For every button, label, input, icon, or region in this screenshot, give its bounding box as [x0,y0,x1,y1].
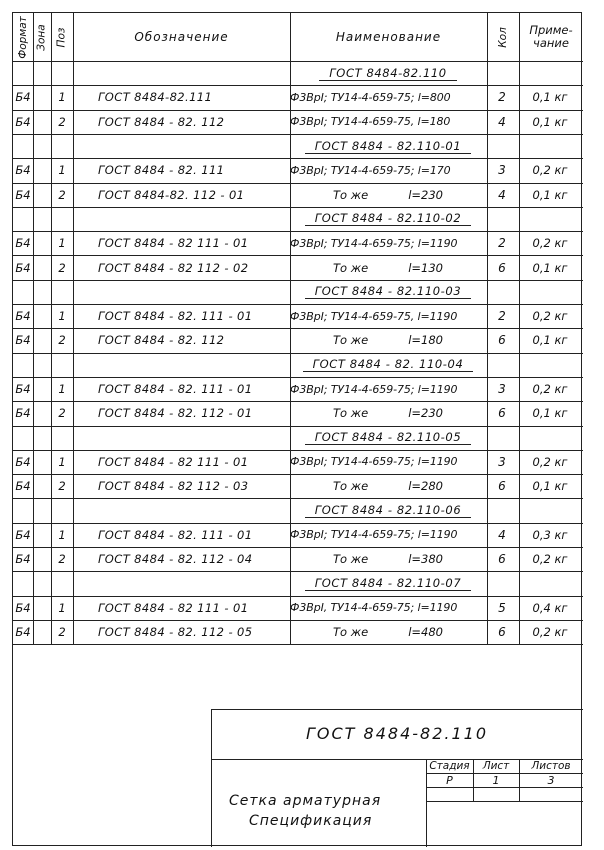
designation-cell: ГОСТ 8484 - 82. 112 - 04 [98,552,253,567]
format-cell: Б4 [15,454,31,469]
format-cell: Б4 [15,260,31,275]
same-label: То же [333,552,369,567]
designation-cell: ГОСТ 8484 - 82. 111 [98,163,225,178]
note-cell: 0,2 кг [532,454,568,469]
position-cell: 1 [58,90,66,105]
quantity-cell: 6 [498,552,506,567]
position-cell: 2 [58,114,66,129]
format-cell: Б4 [15,90,31,105]
header-designation: Обозначение [134,29,229,44]
format-cell: Б4 [15,382,31,396]
variant-title-text: ГОСТ 8484 - 82.110-03 [305,284,472,299]
specification-sheet [12,12,582,846]
position-cell: 1 [58,309,66,324]
name-cell: Ф3ВрI; ТУ14-4-659-75; l=1190 [290,455,458,469]
variant-title-text: ГОСТ 8484 - 82.110-07 [305,576,472,591]
same-label: То же [333,479,369,494]
name-cell [290,548,486,571]
name-cell [290,329,486,352]
quantity-cell: 5 [498,600,506,615]
variant-title [290,207,486,230]
variant-title [290,280,486,303]
sheet-value: 1 [492,774,500,787]
quantity-cell: 6 [498,479,506,494]
same-label: То же [333,406,369,421]
variant-title [290,499,486,522]
header-format: Формат [16,15,29,59]
format-cell: Б4 [15,552,31,567]
position-cell: 2 [58,187,66,202]
format-cell: Б4 [15,163,31,178]
designation-cell: ГОСТ 8484 - 82. 111 - 01 [98,382,253,396]
sheet-label: Лист [482,760,510,772]
header-note: Приме- чание [529,23,573,50]
note-cell: 0,2 кг [532,236,568,251]
name-cell: Ф3ВрI; ТУ14-4-659-75; l=1190 [290,382,458,396]
designation-cell: ГОСТ 8484 - 82 111 - 01 [98,454,249,469]
format-cell: Б4 [15,309,31,324]
designation-cell: ГОСТ 8484 - 82. 112 [98,114,225,129]
designation-cell: ГОСТ 8484-82. 112 - 01 [98,187,245,202]
header-name: Наименование [335,29,442,44]
designation-cell: ГОСТ 8484 - 82 112 - 02 [98,260,249,275]
format-cell: Б4 [15,479,31,494]
sheets-label: Листов [531,760,571,772]
length-value: l=280 [408,479,443,494]
sheets-value: 3 [547,774,555,787]
note-cell: 0,1 кг [532,260,568,275]
position-cell: 1 [58,236,66,251]
format-cell: Б4 [15,527,31,542]
designation-cell: ГОСТ 8484 - 82 111 - 01 [98,600,249,615]
designation-cell: ГОСТ 8484 - 82 112 - 03 [98,479,249,494]
name-cell [290,475,486,498]
position-cell: 2 [58,479,66,494]
name-cell: Ф3ВрI; ТУ14-4-659-75; l=170 [290,163,451,177]
quantity-cell: 6 [498,406,506,421]
variant-title-text: ГОСТ 8484 - 82.110-01 [305,139,472,154]
note-cell: 0,4 кг [532,600,568,615]
designation-cell: ГОСТ 8484 - 82. 112 - 01 [98,406,253,421]
variant-title-text: ГОСТ 8484-82.110 [319,66,456,81]
note-cell: 0,1 кг [532,479,568,494]
same-label: То же [333,333,369,348]
same-label: То же [333,260,369,275]
designation-cell: ГОСТ 8484-82.111 [98,90,213,105]
quantity-cell: 2 [498,90,506,105]
header-qty: Кол [496,26,509,48]
variant-title-text: ГОСТ 8484 - 82.110-06 [305,503,472,518]
quantity-cell: 6 [498,333,506,348]
quantity-cell: 4 [498,187,506,202]
designation-cell: ГОСТ 8484 - 82 111 - 01 [98,236,249,251]
variant-title [290,353,486,376]
format-cell: Б4 [15,600,31,615]
note-cell: 0,1 кг [532,114,568,129]
name-cell: Ф3ВрI; ТУ14-4-659-75, l=1190 [290,309,458,323]
length-value: l=480 [408,625,443,639]
name-cell [290,621,486,644]
name-cell: Ф3ВрI; ТУ14-4-659-75; l=1190 [290,528,458,542]
stage-value: Р [446,774,453,787]
quantity-cell: 3 [498,454,506,469]
note-cell: 0,2 кг [532,625,568,639]
document-name-line2: Спецификация [249,813,373,829]
name-cell: Ф3ВрI; ТУ14-4-659-75, l=180 [290,115,451,129]
quantity-cell: 6 [498,260,506,275]
designation-cell: ГОСТ 8484 - 82. 112 [98,333,225,348]
variant-title [290,135,486,158]
variant-title [290,572,486,595]
header-zone: Зона [35,23,48,51]
quantity-cell: 2 [498,236,506,251]
position-cell: 1 [58,454,66,469]
note-cell: 0,2 кг [532,163,568,178]
designation-cell: ГОСТ 8484 - 82. 112 - 05 [98,625,253,639]
position-cell: 2 [58,406,66,421]
position-cell: 1 [58,527,66,542]
name-cell [290,256,486,279]
note-cell: 0,2 кг [532,382,568,396]
variant-title [290,62,486,85]
quantity-cell: 3 [498,382,506,396]
note-cell: 0,3 кг [532,527,568,542]
header-pos: Поз [55,27,68,47]
same-label: То же [333,187,369,202]
designation-cell: ГОСТ 8484 - 82. 111 - 01 [98,527,253,542]
position-cell: 1 [58,163,66,178]
position-cell: 2 [58,260,66,275]
name-cell [290,402,486,425]
note-cell: 0,1 кг [532,333,568,348]
quantity-cell: 4 [498,527,506,542]
document-designation: ГОСТ 8484-82.110 [305,724,488,743]
variant-title-text: ГОСТ 8484 - 82. 110-04 [303,357,474,372]
length-value: l=380 [408,552,443,567]
length-value: l=230 [408,406,443,421]
name-cell [290,183,486,206]
document-name-line1: Сетка арматурная [229,793,382,809]
variant-title-text: ГОСТ 8484 - 82.110-02 [305,211,472,226]
same-label: То же [333,625,369,639]
quantity-cell: 6 [498,625,506,639]
position-cell: 1 [58,382,66,396]
note-cell: 0,2 кг [532,552,568,567]
designation-cell: ГОСТ 8484 - 82. 111 - 01 [98,309,253,324]
name-cell: Ф3ВрI; ТУ14-4-659-75; l=800 [290,90,451,104]
length-value: l=180 [408,333,443,348]
quantity-cell: 3 [498,163,506,178]
position-cell: 2 [58,625,66,639]
note-cell: 0,1 кг [532,90,568,105]
position-cell: 2 [58,333,66,348]
format-cell: Б4 [15,333,31,348]
format-cell: Б4 [15,406,31,421]
note-cell: 0,2 кг [532,309,568,324]
format-cell: Б4 [15,114,31,129]
stage-label: Стадия [429,760,470,772]
length-value: l=230 [408,187,443,202]
variant-title-text: ГОСТ 8484 - 82.110-05 [305,430,472,445]
position-cell: 2 [58,552,66,567]
format-cell: Б4 [15,187,31,202]
format-cell: Б4 [15,236,31,251]
format-cell: Б4 [15,625,31,639]
name-cell: Ф3ВрI, ТУ14-4-659-75; l=1190 [290,601,458,615]
quantity-cell: 2 [498,309,506,324]
note-cell: 0,1 кг [532,187,568,202]
length-value: l=130 [408,260,443,275]
variant-title [290,426,486,449]
position-cell: 1 [58,600,66,615]
quantity-cell: 4 [498,114,506,129]
note-cell: 0,1 кг [532,406,568,421]
name-cell: Ф3ВрI; ТУ14-4-659-75; l=1190 [290,236,458,250]
